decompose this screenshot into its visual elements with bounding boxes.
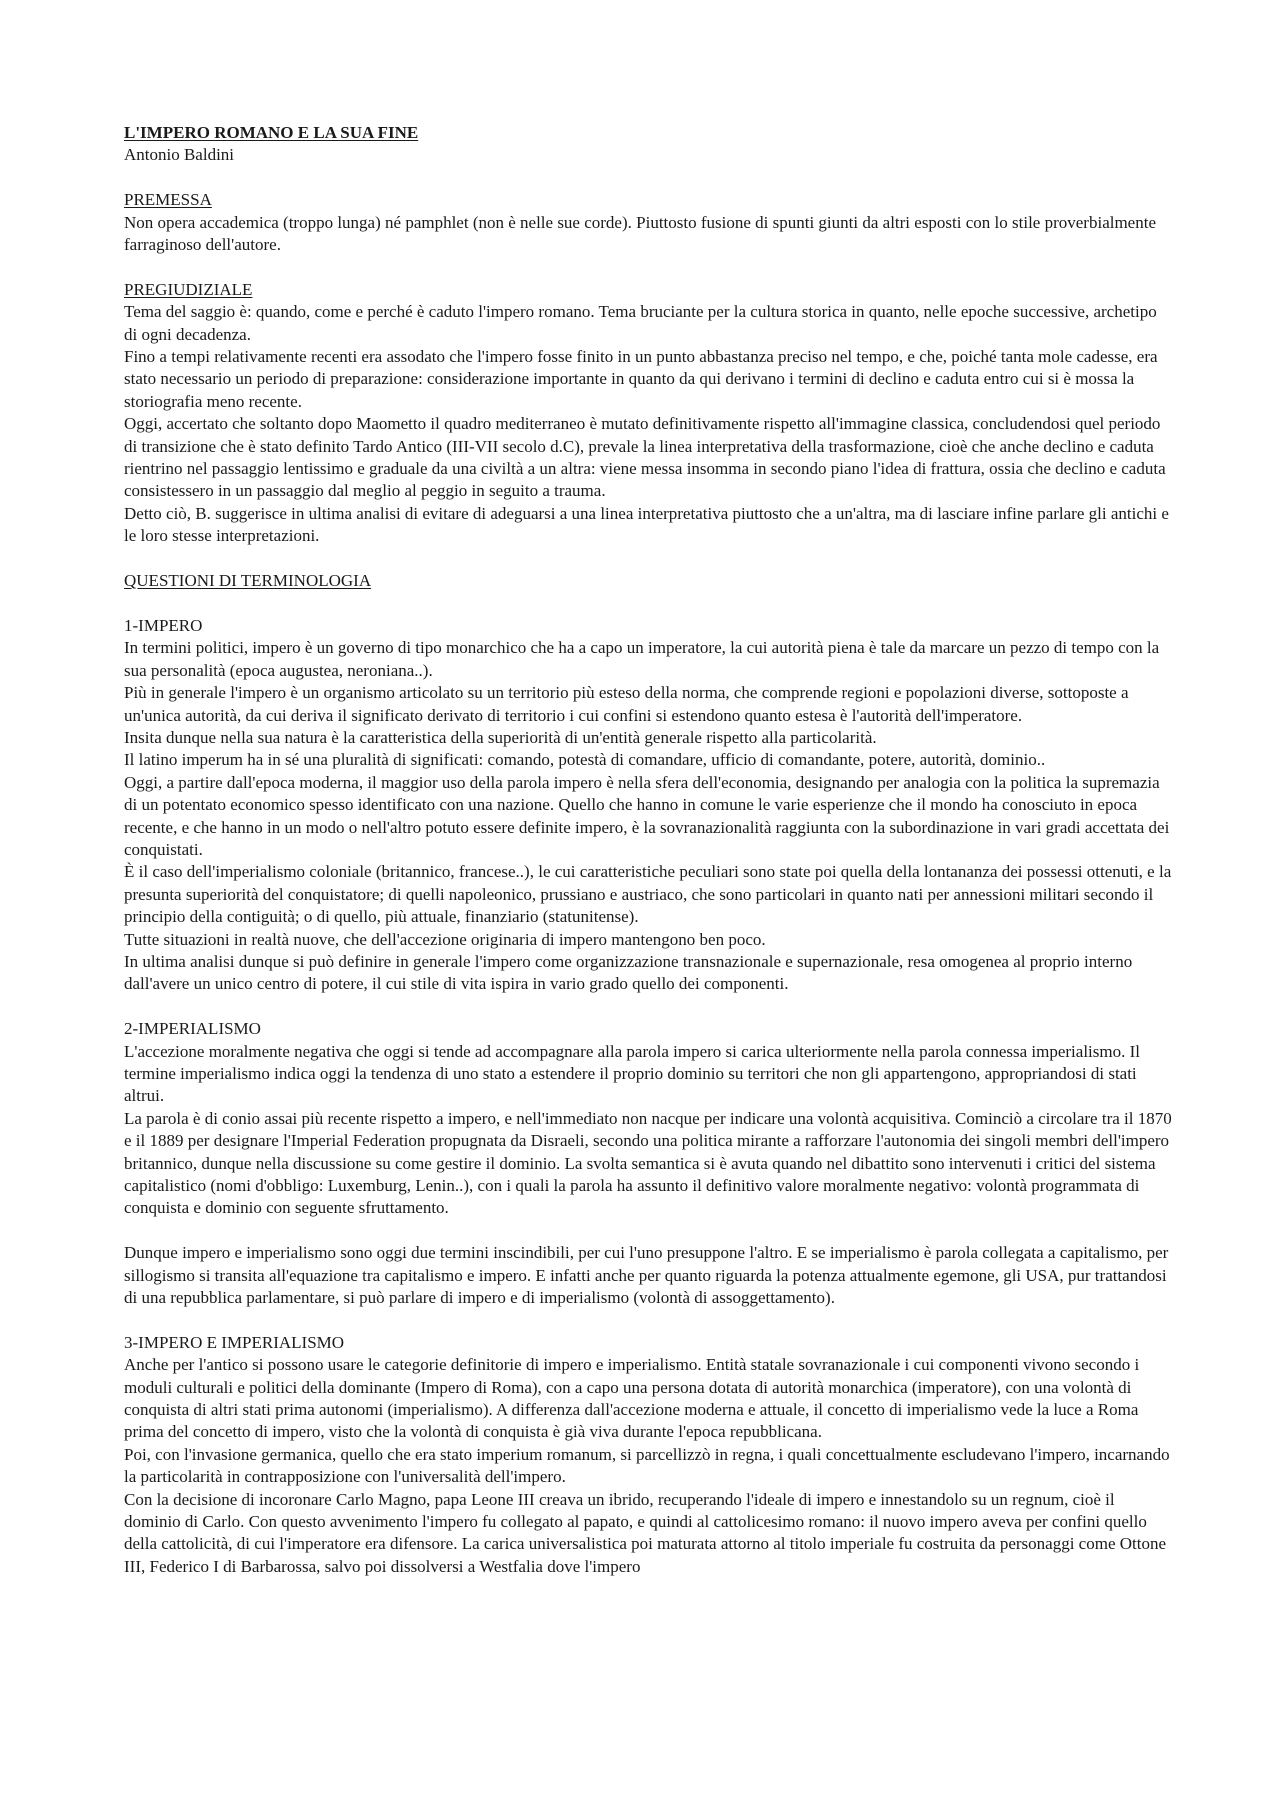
blank-line	[124, 996, 1174, 1018]
paragraph: Con la decisione di incoronare Carlo Magno, papa Leone III creava un ibrido, recuperando l'ideale di impero e innestandolo su un regnum, cioè il dominio di Carlo. Con questo avvenimento l'impero fu collegato al papato, e quindi al cattolicesimo romano: il nuovo impero aveva per confini quello della cattolicità, di cui l'imperatore era difensore. La carica universalistica poi maturata attorno al titolo imperiale fu costruita da personaggi come Ottone III, Federico I di Barbarossa, salvo poi dissolversi a Westfalia dove l'impero	[124, 1489, 1167, 1576]
paragraph: Oggi, accertato che soltanto dopo Maometto il quadro mediterraneo è mutato definitivamente rispetto all'immagine classica, concludendosi quel periodo di transizione che è stato definito Tardo Antico (III-VII secolo d.C), prevale la linea interpretativa della trasformazione, cioè che anche declino e caduta rientrino nel passaggio lentissimo e graduale da una civiltà a un altra: viene messa insomma in secondo piano l'idea di frattura, ossia che declino e caduta consistessero in un passaggio dal meglio al peggio in seguito a trauma.	[124, 414, 1166, 501]
blank-line	[124, 256, 1174, 278]
paragraph: È il caso dell'imperialismo coloniale (britannico, francese..), le cui caratteristiche peculiari sono state poi quella della lontananza dei possessi ottenuti, e la presunta superiorità del conquistatore; di quelli napoleonico, prussiano e austriaco, che sono particolari in quanto nati per annessioni militari secondo il principio della contiguità; o di quello, più attuale, finanziario (statunitense).	[124, 862, 1172, 927]
paragraph: Insita dunque nella sua natura è la caratteristica della superiorità di un'entità generale rispetto alla particolarità.	[124, 727, 877, 747]
blank-line	[124, 592, 1174, 614]
paragraph: Dunque impero e imperialismo sono oggi due termini inscindibili, per cui l'uno presuppone l'altro. E se imperialismo è parola collegata a capitalismo, per sillogismo si transita all'equazione tra capitalismo e impero. E infatti anche per quanto riguarda la potenza attualmente egemone, gli USA, pur trattandosi di una repubblica parlamentare, si può parlare di impero e di imperialismo (volontà di assoggettamento).	[124, 1243, 1169, 1308]
section-heading-premessa: PREMESSA	[124, 190, 212, 210]
paragraph: Fino a tempi relativamente recenti era assodato che l'impero fosse finito in un punto abbastanza preciso nel tempo, e che, poiché tanta mole cadesse, era stato necessario un periodo di preparazione: considerazione importante in quanto da qui derivano i termini di declino e caduta entro cui si è mossa la storiografia meno recente.	[124, 347, 1158, 411]
paragraph: Il latino imperum ha in sé una pluralità di significati: comando, potestà di comandare, ufficio di comandante, potere, autorità, dominio..	[124, 750, 1046, 770]
blank-line	[124, 1220, 1174, 1242]
paragraph: Poi, con l'invasione germanica, quello che era stato imperium romanum, si parcellizzò in regna, i quali concettualmente escludevano l'impero, incarnando la particolarità in contrapposizione con l'universalità dell'impero.	[124, 1444, 1170, 1487]
subsection-heading-impero-e-imperialismo: 3-IMPERO E IMPERIALISMO	[124, 1332, 345, 1352]
document-title: L'IMPERO ROMANO E LA SUA FINE	[124, 123, 419, 142]
paragraph: Oggi, a partire dall'epoca moderna, il maggior uso della parola impero è nella sfera dell'economia, designando per analogia con la politica la supremazia di un potentato economico spesso identificato con una nazione. Quello che hanno in comune le varie esperienze che il mondo ha conosciuto in epoca recente, e che hanno in un modo o nell'altro potuto essere definite impero, è la sovranazionalità raggiunta con la subordinazione in vari gradi accettata dei conquistati.	[124, 772, 1170, 859]
paragraph: In termini politici, impero è un governo di tipo monarchico che ha a capo un imperatore, la cui autorità piena è tale da marcare un pezzo di tempo con la sua personalità (epoca augustea, neroniana..).	[124, 638, 1160, 680]
paragraph: L'accezione moralmente negativa che oggi si tende ad accompagnare alla parola impero si carica ulteriormente nella parola connessa imperialismo. Il termine imperialismo indica oggi la tendenza di uno stato a estendere il proprio dominio su territori che non gli appartengono, appropriandosi di stati altrui.	[124, 1041, 1140, 1106]
subsection-heading-imperialismo: 2-IMPERIALISMO	[124, 1019, 261, 1039]
section-heading-questioni: QUESTIONI DI TERMINOLOGIA	[124, 571, 372, 591]
blank-line	[124, 1309, 1174, 1331]
document-page	[124, 122, 1174, 1578]
section-heading-pregiudiziale: PREGIUDIZIALE	[124, 279, 253, 299]
paragraph: In ultima analisi dunque si può definire in generale l'impero come organizzazione transnazionale e supernazionale, resa omogenea al proprio interno dall'avere un unico centro di potere, il cui stile di vita ispira in vario grado quello dei componenti.	[124, 951, 1133, 994]
paragraph: Detto ciò, B. suggerisce in ultima analisi di evitare di adeguarsi a una linea interpretativa piuttosto che a un'altra, ma di lasciare infine parlare gli antichi e le loro stesse interpretazioni.	[124, 503, 1169, 546]
paragraph: Non opera accademica (troppo lunga) né pamphlet (non è nelle sue corde). Piuttosto fusione di spunti giunti da altri esposti con lo stile proverbialmente farraginoso dell'autore.	[124, 212, 1156, 255]
paragraph: Più in generale l'impero è un organismo articolato su un territorio più esteso della norma, che comprende regioni e popolazioni diverse, sottoposte a un'unica autorità, da cui deriva il significato derivato di territorio i cui confini si estendono quanto estesa è l'autorità dell'imperatore.	[124, 683, 1129, 725]
paragraph: La parola è di conio assai più recente rispetto a impero, e nell'immediato non nacque per indicare una volontà acquisitiva. Cominciò a circolare tra il 1870 e il 1889 per designare l'Imperial Federation propugnata da Disraeli, secondo una politica mirante a rafforzare l'autonomia dei singoli membri dell'impero britannico, dunque nella discussione su come gestire il dominio. La svolta semantica si è avuta quando nel dibattito sono intervenuti i critici del sistema capitalistico (nomi d'obbligo: Luxemburg, Lenin..), con i quali la parola ha assunto il definitivo valore moralmente negativo: volontà programmata di conquista e dominio con seguente sfruttamento.	[124, 1108, 1172, 1218]
document-author: Antonio Baldini	[124, 145, 235, 165]
paragraph: Tema del saggio è: quando, come e perché è caduto l'impero romano. Tema bruciante per la cultura storica in quanto, nelle epoche successive, archetipo di ogni decadenza.	[124, 302, 1157, 344]
blank-line	[124, 167, 1174, 189]
subsection-heading-impero: 1-IMPERO	[124, 615, 203, 635]
paragraph: Anche per l'antico si possono usare le categorie definitorie di impero e imperialismo. Entità statale sovranazionale i cui componenti vivono secondo i moduli culturali e politici della dominante (Impero di Roma), con a capo una persona dotata di autorità monarchica (imperatore), con una volontà di conquista di altri stati prima autonomi (imperialismo). A differenza dall'accezione moderna e attuale, il concetto di imperialismo vede la luce a Roma prima del concetto di impero, visto che la volontà di conquista è già viva durante l'epoca repubblicana.	[124, 1355, 1140, 1442]
paragraph: Tutte situazioni in realtà nuove, che dell'accezione originaria di impero mantengono ben poco.	[124, 929, 766, 949]
blank-line	[124, 548, 1174, 570]
